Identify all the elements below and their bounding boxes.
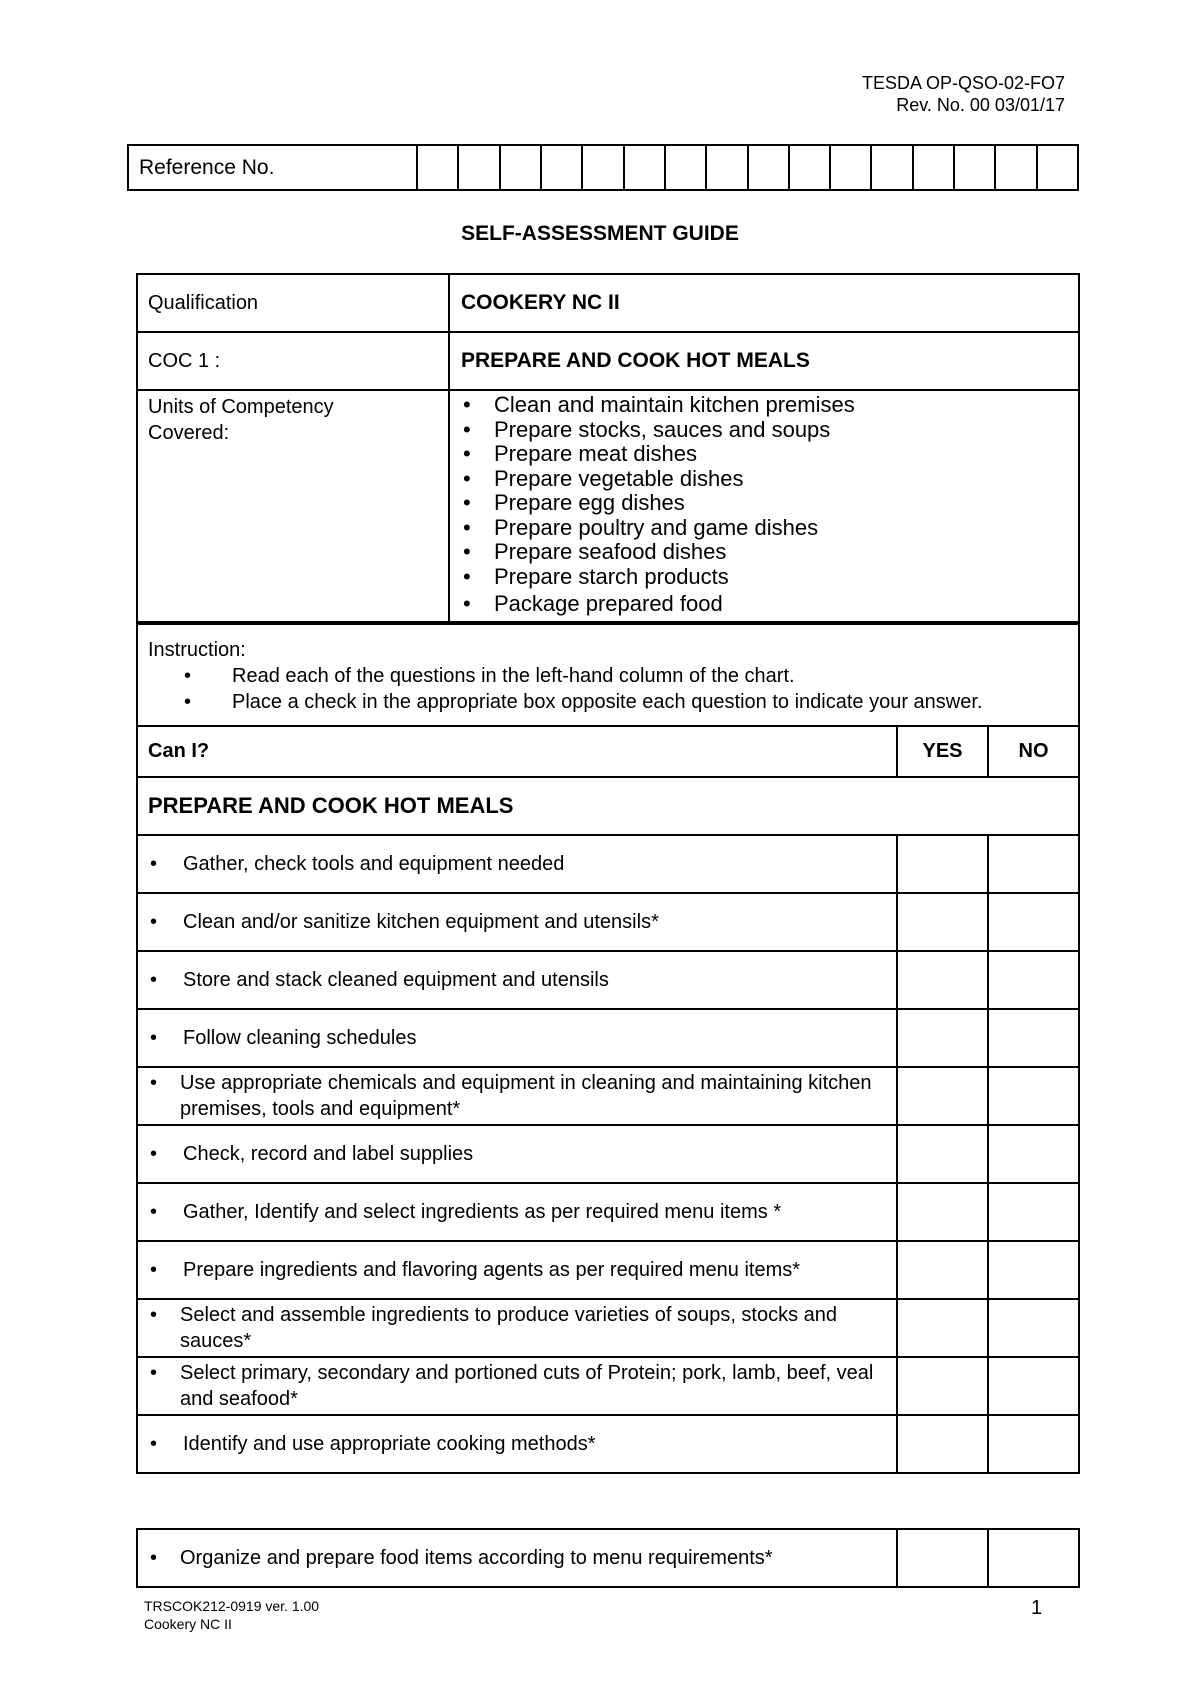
no-checkbox[interactable] xyxy=(988,1067,1079,1125)
form-code: TESDA OP-QSO-02-FO7 xyxy=(861,73,1065,93)
instruction-cell xyxy=(137,624,1079,726)
yes-checkbox[interactable] xyxy=(897,1529,988,1587)
checklist-row xyxy=(137,1009,1079,1067)
question-text: • Select primary, secondary and portioned cuts of Protein; pork, lamb, beef, veal and seafood* xyxy=(148,1360,886,1412)
no-checkbox[interactable] xyxy=(988,1357,1079,1415)
unit-item: • Clean and maintain kitchen premises xyxy=(461,393,1078,418)
checklist-row xyxy=(137,835,1079,893)
checklist-row xyxy=(137,1299,1079,1357)
page-title: SELF-ASSESSMENT GUIDE xyxy=(461,222,739,245)
yes-checkbox[interactable] xyxy=(897,835,988,893)
unit-item: • Prepare vegetable dishes xyxy=(461,467,1078,492)
unit-item: • Prepare poultry and game dishes xyxy=(461,516,1078,541)
reference-box[interactable] xyxy=(500,145,541,190)
unit-item: • Prepare starch products xyxy=(461,565,1078,590)
section-row xyxy=(137,777,1079,835)
units-list xyxy=(450,391,1078,621)
checklist-row xyxy=(137,1357,1079,1415)
question-text: • Identify and use appropriate cooking methods* xyxy=(148,1431,886,1457)
unit-item: • Prepare stocks, sauces and soups xyxy=(461,418,1078,443)
question-cell xyxy=(137,1415,897,1473)
question-cell xyxy=(137,1067,897,1125)
reference-box[interactable] xyxy=(582,145,623,190)
question-cell xyxy=(137,1183,897,1241)
question-cell xyxy=(137,1009,897,1067)
units-row xyxy=(137,390,1079,622)
reference-box[interactable] xyxy=(748,145,789,190)
self-assessment-table-continued xyxy=(136,1528,1080,1588)
reference-box[interactable] xyxy=(541,145,582,190)
question-cell xyxy=(137,1357,897,1415)
yes-checkbox[interactable] xyxy=(897,893,988,951)
qualification-info-table xyxy=(136,273,1080,623)
checklist-row xyxy=(137,1183,1079,1241)
self-assessment-table xyxy=(136,623,1080,1474)
units-list-cell xyxy=(449,390,1079,622)
unit-item: • Prepare meat dishes xyxy=(461,442,1078,467)
question-text: • Follow cleaning schedules xyxy=(148,1025,886,1051)
question-text: • Store and stack cleaned equipment and utensils xyxy=(148,967,886,993)
reference-box[interactable] xyxy=(995,145,1036,190)
instruction-item: • Read each of the questions in the left-hand column of the chart. xyxy=(148,663,1068,689)
yes-checkbox[interactable] xyxy=(897,1415,988,1473)
reference-label: Reference No. xyxy=(128,145,417,190)
unit-item: • Prepare egg dishes xyxy=(461,491,1078,516)
instruction-label: Instruction: xyxy=(148,639,246,661)
footer xyxy=(144,1597,319,1633)
no-column-header: NO xyxy=(988,726,1079,777)
no-checkbox[interactable] xyxy=(988,1299,1079,1357)
question-text: • Gather, check tools and equipment needed xyxy=(148,851,886,877)
revision-number: Rev. No. 00 03/01/17 xyxy=(896,95,1065,115)
no-checkbox[interactable] xyxy=(988,1529,1079,1587)
reference-box[interactable] xyxy=(830,145,871,190)
qualification-row xyxy=(137,274,1079,332)
coc-value: PREPARE AND COOK HOT MEALS xyxy=(449,332,1079,390)
qualification-label: Qualification xyxy=(137,274,449,332)
reference-box[interactable] xyxy=(417,145,458,190)
reference-box[interactable] xyxy=(665,145,706,190)
document-code-block xyxy=(862,72,1065,116)
checklist-row xyxy=(137,951,1079,1009)
reference-box[interactable] xyxy=(789,145,830,190)
reference-box[interactable] xyxy=(624,145,665,190)
question-text: • Gather, Identify and select ingredients as per required menu items * xyxy=(148,1199,886,1225)
yes-checkbox[interactable] xyxy=(897,1009,988,1067)
checklist-row xyxy=(137,1241,1079,1299)
coc-row xyxy=(137,332,1079,390)
no-checkbox[interactable] xyxy=(988,1125,1079,1183)
column-header-row xyxy=(137,726,1079,777)
no-checkbox[interactable] xyxy=(988,1415,1079,1473)
question-cell xyxy=(137,1125,897,1183)
no-checkbox[interactable] xyxy=(988,835,1079,893)
question-cell xyxy=(137,893,897,951)
checklist-row xyxy=(137,1415,1079,1473)
reference-box[interactable] xyxy=(706,145,747,190)
instruction-list xyxy=(148,663,1068,715)
yes-checkbox[interactable] xyxy=(897,951,988,1009)
coc-label: COC 1 : xyxy=(137,332,449,390)
no-checkbox[interactable] xyxy=(988,1183,1079,1241)
question-text: • Organize and prepare food items according to menu requirements* xyxy=(148,1545,886,1571)
page-number: 1 xyxy=(1031,1597,1043,1619)
question-column-header: Can I? xyxy=(137,726,897,777)
section-title: PREPARE AND COOK HOT MEALS xyxy=(137,777,1079,835)
footer-doc-name: Cookery NC II xyxy=(144,1616,232,1632)
yes-column-header: YES xyxy=(897,726,988,777)
yes-checkbox[interactable] xyxy=(897,1357,988,1415)
question-text: • Select and assemble ingredients to produce varieties of soups, stocks and sauces* xyxy=(148,1302,886,1354)
question-cell xyxy=(137,1241,897,1299)
no-checkbox[interactable] xyxy=(988,1009,1079,1067)
yes-checkbox[interactable] xyxy=(897,1183,988,1241)
question-text: • Use appropriate chemicals and equipment in cleaning and maintaining kitchen premises, tools and equipment* xyxy=(148,1070,886,1122)
units-label-line1: Units of Competency xyxy=(148,396,334,418)
question-cell xyxy=(137,1529,897,1587)
reference-box[interactable] xyxy=(1037,145,1078,190)
reference-box[interactable] xyxy=(913,145,954,190)
unit-item: • Package prepared food xyxy=(461,592,1078,617)
question-text: • Clean and/or sanitize kitchen equipment and utensils* xyxy=(148,909,886,935)
reference-box[interactable] xyxy=(954,145,995,190)
question-text: • Check, record and label supplies xyxy=(148,1141,886,1167)
instruction-row xyxy=(137,624,1079,726)
yes-checkbox[interactable] xyxy=(897,1067,988,1125)
no-checkbox[interactable] xyxy=(988,893,1079,951)
question-cell xyxy=(137,835,897,893)
unit-item: • Prepare seafood dishes xyxy=(461,540,1078,565)
units-label xyxy=(137,390,449,622)
units-label-line2: Covered: xyxy=(148,422,230,444)
reference-number-table xyxy=(127,144,1079,191)
footer-doc-id: TRSCOK212-0919 ver. 1.00 xyxy=(144,1598,320,1614)
checklist-row xyxy=(137,1067,1079,1125)
instruction-item: • Place a check in the appropriate box opposite each question to indicate your answer. xyxy=(148,689,1068,715)
yes-checkbox[interactable] xyxy=(897,1241,988,1299)
no-checkbox[interactable] xyxy=(988,1241,1079,1299)
yes-checkbox[interactable] xyxy=(897,1299,988,1357)
reference-box[interactable] xyxy=(458,145,499,190)
yes-checkbox[interactable] xyxy=(897,1125,988,1183)
checklist-row xyxy=(137,893,1079,951)
reference-row xyxy=(128,145,1078,190)
reference-box[interactable] xyxy=(871,145,912,190)
question-text: • Prepare ingredients and flavoring agents as per required menu items* xyxy=(148,1257,886,1283)
checklist-row xyxy=(137,1125,1079,1183)
question-cell xyxy=(137,1299,897,1357)
checklist-row xyxy=(137,1529,1079,1587)
no-checkbox[interactable] xyxy=(988,951,1079,1009)
question-cell xyxy=(137,951,897,1009)
qualification-value: COOKERY NC II xyxy=(449,274,1079,332)
